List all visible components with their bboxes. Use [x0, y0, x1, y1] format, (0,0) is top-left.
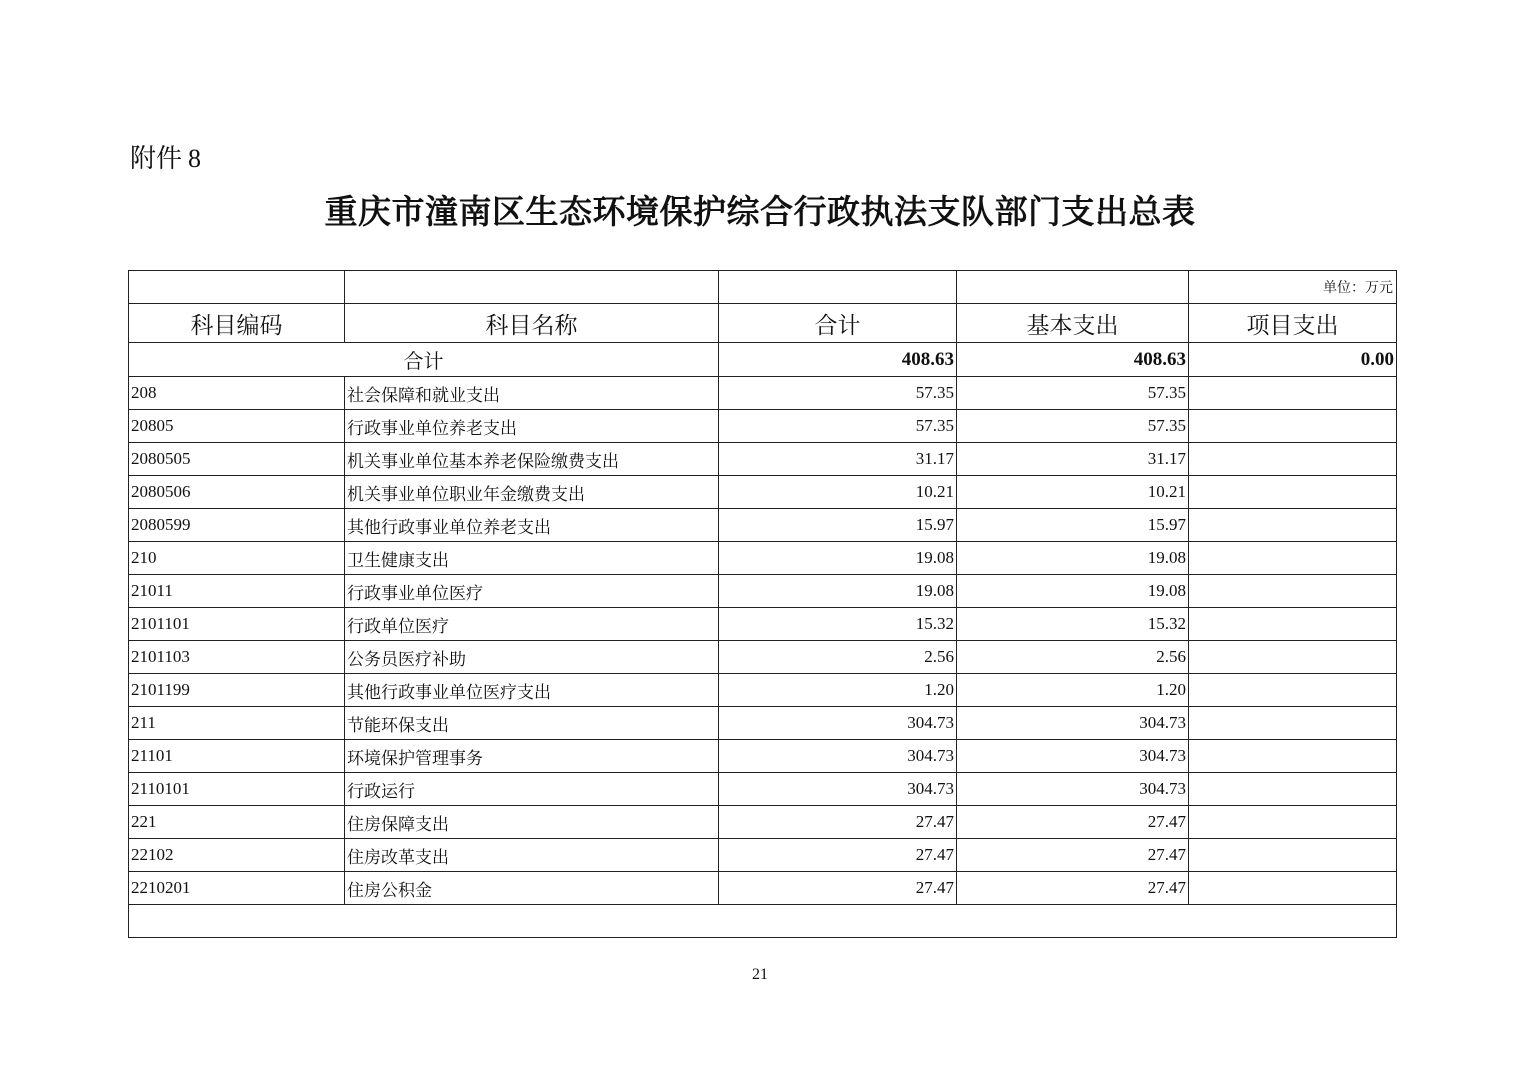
table-row	[129, 674, 1397, 707]
row-code: 210	[129, 542, 345, 575]
table-row	[129, 806, 1397, 839]
row-basic: 19.08	[957, 542, 1189, 575]
header-sum: 合计	[719, 304, 957, 343]
table-row	[129, 641, 1397, 674]
row-sum: 304.73	[719, 707, 957, 740]
row-project	[1189, 839, 1397, 872]
table-row	[129, 773, 1397, 806]
header-row	[129, 304, 1397, 343]
row-code: 22102	[129, 839, 345, 872]
unit-label: 单位：万元	[1189, 271, 1397, 304]
row-project	[1189, 740, 1397, 773]
row-basic: 10.21	[957, 476, 1189, 509]
attachment-label	[130, 138, 201, 175]
table-row	[129, 872, 1397, 905]
row-basic: 57.35	[957, 377, 1189, 410]
row-code: 21101	[129, 740, 345, 773]
row-basic: 27.47	[957, 806, 1189, 839]
row-code: 2080505	[129, 443, 345, 476]
row-basic: 27.47	[957, 839, 1189, 872]
row-code: 2080599	[129, 509, 345, 542]
table-row	[129, 575, 1397, 608]
row-code: 2101199	[129, 674, 345, 707]
row-name: 公务员医疗补助	[345, 641, 719, 674]
row-name: 住房改革支出	[345, 839, 719, 872]
row-sum: 304.73	[719, 773, 957, 806]
row-sum: 10.21	[719, 476, 957, 509]
row-code: 2101101	[129, 608, 345, 641]
row-project	[1189, 542, 1397, 575]
table-row	[129, 443, 1397, 476]
row-sum: 19.08	[719, 575, 957, 608]
total-basic: 408.63	[957, 343, 1189, 377]
row-project	[1189, 377, 1397, 410]
row-basic: 27.47	[957, 872, 1189, 905]
row-sum: 27.47	[719, 872, 957, 905]
row-project	[1189, 410, 1397, 443]
row-basic: 1.20	[957, 674, 1189, 707]
total-row	[129, 343, 1397, 377]
unit-row	[129, 271, 1397, 304]
row-code: 2110101	[129, 773, 345, 806]
row-project	[1189, 641, 1397, 674]
row-sum: 1.20	[719, 674, 957, 707]
row-basic: 304.73	[957, 707, 1189, 740]
total-project: 0.00	[1189, 343, 1397, 377]
row-basic: 304.73	[957, 740, 1189, 773]
row-name: 行政事业单位医疗	[345, 575, 719, 608]
row-name: 节能环保支出	[345, 707, 719, 740]
row-project	[1189, 608, 1397, 641]
row-code: 21011	[129, 575, 345, 608]
table-row	[129, 476, 1397, 509]
row-code: 2210201	[129, 872, 345, 905]
row-name: 行政事业单位养老支出	[345, 410, 719, 443]
row-sum: 15.32	[719, 608, 957, 641]
row-sum: 57.35	[719, 410, 957, 443]
table-row	[129, 608, 1397, 641]
total-sum: 408.63	[719, 343, 957, 377]
attachment-text: 附件	[130, 144, 183, 174]
row-code: 2101103	[129, 641, 345, 674]
header-name: 科目名称	[345, 304, 719, 343]
row-sum: 27.47	[719, 806, 957, 839]
row-basic: 304.73	[957, 773, 1189, 806]
row-sum: 27.47	[719, 839, 957, 872]
row-project	[1189, 476, 1397, 509]
row-project	[1189, 707, 1397, 740]
row-name: 机关事业单位职业年金缴费支出	[345, 476, 719, 509]
blank-row	[129, 905, 1397, 938]
row-name: 其他行政事业单位养老支出	[345, 509, 719, 542]
table-row	[129, 839, 1397, 872]
row-name: 卫生健康支出	[345, 542, 719, 575]
table-row	[129, 410, 1397, 443]
table-row	[129, 509, 1397, 542]
row-name: 其他行政事业单位医疗支出	[345, 674, 719, 707]
header-basic: 基本支出	[957, 304, 1189, 343]
row-basic: 2.56	[957, 641, 1189, 674]
row-project	[1189, 806, 1397, 839]
row-code: 20805	[129, 410, 345, 443]
row-project	[1189, 443, 1397, 476]
row-name: 行政单位医疗	[345, 608, 719, 641]
row-project	[1189, 872, 1397, 905]
row-project	[1189, 773, 1397, 806]
row-sum: 19.08	[719, 542, 957, 575]
row-project	[1189, 509, 1397, 542]
row-basic: 31.17	[957, 443, 1189, 476]
row-sum: 57.35	[719, 377, 957, 410]
row-sum: 15.97	[719, 509, 957, 542]
row-project	[1189, 575, 1397, 608]
row-name: 行政运行	[345, 773, 719, 806]
total-label: 合计	[129, 343, 719, 377]
row-project	[1189, 674, 1397, 707]
row-sum: 2.56	[719, 641, 957, 674]
row-name: 住房保障支出	[345, 806, 719, 839]
row-basic: 19.08	[957, 575, 1189, 608]
row-code: 211	[129, 707, 345, 740]
page-title: 重庆市潼南区生态环境保护综合行政执法支队部门支出总表	[324, 192, 1196, 231]
table-row	[129, 707, 1397, 740]
row-code: 2080506	[129, 476, 345, 509]
table-row	[129, 377, 1397, 410]
row-name: 住房公积金	[345, 872, 719, 905]
row-sum: 304.73	[719, 740, 957, 773]
row-name: 环境保护管理事务	[345, 740, 719, 773]
row-basic: 15.97	[957, 509, 1189, 542]
row-sum: 31.17	[719, 443, 957, 476]
table-row	[129, 542, 1397, 575]
header-code: 科目编码	[129, 304, 345, 343]
row-code: 208	[129, 377, 345, 410]
row-basic: 57.35	[957, 410, 1189, 443]
header-project: 项目支出	[1189, 304, 1397, 343]
attachment-number: 8	[188, 144, 202, 173]
row-basic: 15.32	[957, 608, 1189, 641]
expenditure-table	[128, 270, 1397, 938]
row-name: 社会保障和就业支出	[345, 377, 719, 410]
table-row	[129, 740, 1397, 773]
row-code: 221	[129, 806, 345, 839]
page-number: 21	[752, 966, 768, 983]
row-name: 机关事业单位基本养老保险缴费支出	[345, 443, 719, 476]
